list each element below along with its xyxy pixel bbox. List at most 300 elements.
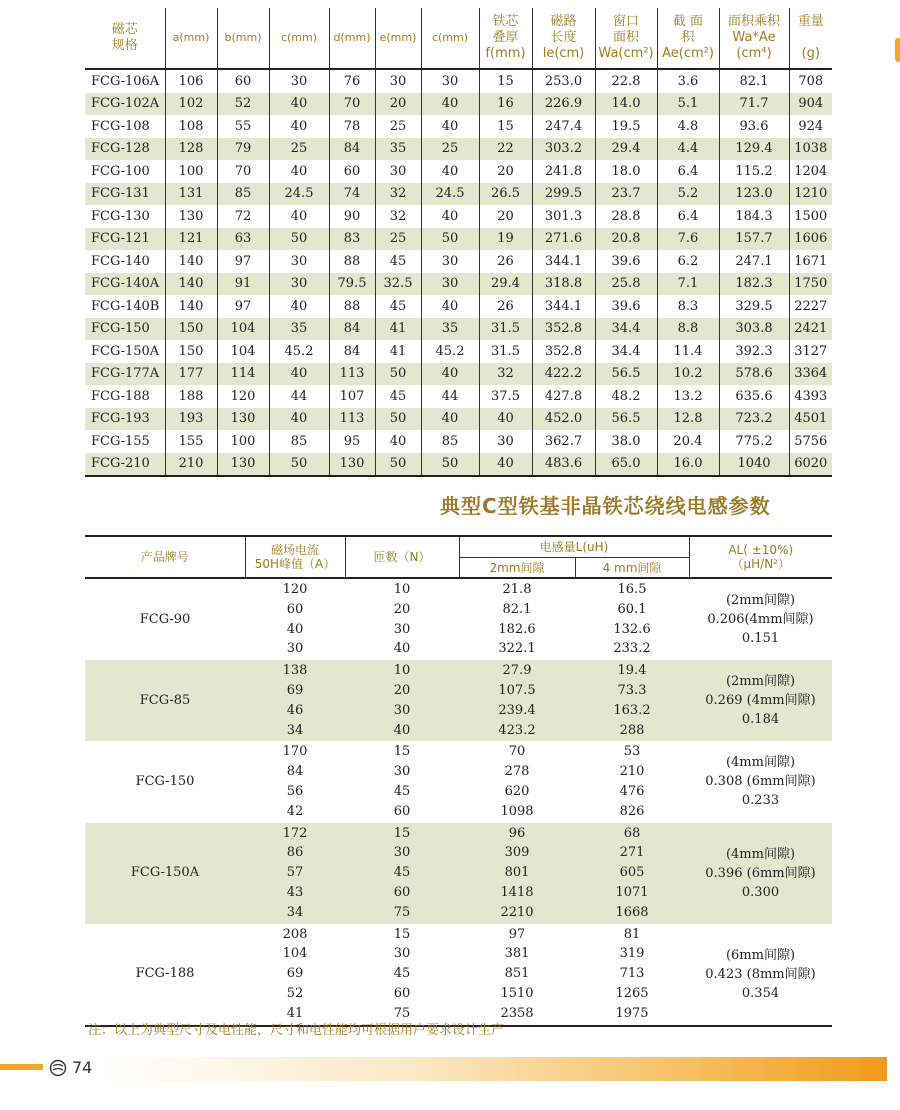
turns-value: 60 bbox=[393, 985, 411, 1001]
spec-value-cell: 48.2 bbox=[595, 385, 657, 408]
al-cell bbox=[689, 660, 832, 741]
current-value: 84 bbox=[286, 764, 304, 780]
spec-model-cell: FCG-130 bbox=[85, 205, 165, 228]
spec-value-cell: 104 bbox=[217, 340, 269, 363]
current-value: 40 bbox=[286, 621, 304, 637]
current-value: 138 bbox=[282, 663, 308, 679]
spec-value-cell: 88 bbox=[329, 295, 375, 318]
spec-value-cell: 362.7 bbox=[532, 430, 595, 453]
spec-value-cell: 30 bbox=[269, 273, 329, 296]
spec-value-cell: 578.6 bbox=[719, 363, 789, 386]
spec-value-cell: 299.5 bbox=[532, 183, 595, 206]
spec-value-cell: 18.0 bbox=[595, 160, 657, 183]
spec-model-cell: FCG-188 bbox=[85, 385, 165, 408]
side-tab bbox=[895, 38, 900, 62]
turns-value: 60 bbox=[393, 884, 411, 900]
spec-value-cell: 10.2 bbox=[657, 363, 719, 386]
table-row bbox=[85, 295, 832, 318]
spec-value-cell: 40 bbox=[269, 205, 329, 228]
turns-value: 30 bbox=[393, 845, 411, 861]
current-value: 170 bbox=[282, 744, 308, 760]
spec-value-cell: 40 bbox=[421, 115, 479, 138]
spec-header-line: 磁芯 bbox=[111, 22, 138, 37]
spec-value-cell: 708 bbox=[798, 73, 824, 89]
spec-value-cell: 45.2 bbox=[269, 340, 329, 363]
spec-value-cell: 23.7 bbox=[595, 183, 657, 206]
spec-value-cell: 50 bbox=[421, 228, 479, 251]
spec-value-cell: 45 bbox=[375, 295, 421, 318]
spec-header-line: c(mm) bbox=[431, 31, 469, 44]
turns-cell bbox=[345, 741, 459, 822]
spec-value-cell: 11.4 bbox=[657, 340, 719, 363]
model-cell: FCG-150 bbox=[135, 774, 195, 790]
al-line: 0.423 (8mm间隙) bbox=[705, 966, 816, 982]
spec-header-cell bbox=[421, 8, 479, 69]
current-cell bbox=[245, 578, 345, 660]
spec-model-cell: FCG-108 bbox=[85, 115, 165, 138]
spec-value-cell: 84 bbox=[329, 138, 375, 161]
spec-value-cell: 13.2 bbox=[657, 385, 719, 408]
current-value: 60 bbox=[286, 601, 304, 617]
spec-value-cell: 12.8 bbox=[657, 408, 719, 431]
spec-value-cell: 90 bbox=[329, 205, 375, 228]
spec-value-cell: 8.3 bbox=[657, 295, 719, 318]
brand-logo-icon bbox=[49, 1059, 67, 1077]
table-row bbox=[85, 93, 832, 116]
inductance-group-row bbox=[85, 578, 832, 660]
spec-header-cell bbox=[789, 8, 832, 69]
spec-value-cell: 39.6 bbox=[595, 295, 657, 318]
spec-value-cell: 31.5 bbox=[479, 318, 532, 341]
spec-value-cell: 25 bbox=[269, 138, 329, 161]
l2-value: 476 bbox=[619, 783, 645, 799]
spec-header-cell bbox=[657, 8, 719, 69]
l2-cell bbox=[575, 924, 689, 1026]
spec-header-line: (cm⁴) bbox=[736, 46, 772, 61]
spec-value-cell: 106 bbox=[165, 69, 217, 93]
spec-value-cell: 352.8 bbox=[532, 340, 595, 363]
spec-model-cell: FCG-155 bbox=[85, 430, 165, 453]
spec-value-cell: 1210 bbox=[794, 186, 828, 202]
spec-value-cell: 40 bbox=[479, 408, 532, 431]
col-model: 产品牌号 bbox=[85, 536, 245, 578]
spec-header-line: 重量 bbox=[797, 14, 824, 29]
l1-value: 322.1 bbox=[498, 641, 536, 657]
spec-value-cell: 392.3 bbox=[719, 340, 789, 363]
footer-bar-left bbox=[0, 1064, 43, 1070]
al-cell bbox=[689, 823, 832, 924]
current-value: 56 bbox=[286, 783, 304, 799]
l2-value: 826 bbox=[619, 803, 645, 819]
spec-value-cell: 35 bbox=[421, 318, 479, 341]
footer-gradient-bar bbox=[100, 1057, 887, 1081]
spec-value-cell: 121 bbox=[165, 228, 217, 251]
spec-value-cell: 6020 bbox=[794, 456, 828, 472]
spec-value-cell: 85 bbox=[269, 430, 329, 453]
spec-value-cell: 30 bbox=[421, 250, 479, 273]
inductance-group-row bbox=[85, 741, 832, 822]
spec-value-cell: 102 bbox=[165, 93, 217, 116]
spec-value-cell: 25.8 bbox=[595, 273, 657, 296]
spec-value-cell: 32.5 bbox=[375, 273, 421, 296]
spec-value-cell: 25 bbox=[421, 138, 479, 161]
l2-value: 1668 bbox=[615, 904, 649, 920]
table-row bbox=[85, 385, 832, 408]
core-spec-body bbox=[85, 69, 832, 476]
current-value: 30 bbox=[286, 641, 304, 657]
l1-value: 96 bbox=[508, 825, 526, 841]
spec-value-cell: 20.8 bbox=[595, 228, 657, 251]
spec-value-cell: 38.0 bbox=[595, 430, 657, 453]
inductance-body bbox=[85, 578, 832, 1026]
inductance-table bbox=[85, 535, 832, 1027]
spec-value-cell: 74 bbox=[329, 183, 375, 206]
turns-value: 20 bbox=[393, 601, 411, 617]
inductance-header bbox=[85, 536, 832, 578]
spec-header-line: 面积乘积 bbox=[727, 14, 780, 29]
spec-header-cell bbox=[329, 8, 375, 69]
l1-value: 239.4 bbox=[498, 702, 536, 718]
turns-cell bbox=[345, 924, 459, 1026]
spec-model-cell: FCG-102A bbox=[85, 93, 165, 116]
al-cell bbox=[689, 578, 832, 660]
spec-value-cell: 4393 bbox=[794, 388, 828, 404]
l2-value: 605 bbox=[619, 865, 645, 881]
spec-value-cell: 7.1 bbox=[657, 273, 719, 296]
table-row bbox=[85, 430, 832, 453]
l1-value: 2210 bbox=[500, 904, 534, 920]
l2-value: 271 bbox=[619, 845, 645, 861]
al-cell bbox=[689, 924, 832, 1026]
spec-value-cell: 140 bbox=[165, 295, 217, 318]
turns-value: 30 bbox=[393, 702, 411, 718]
model-cell: FCG-85 bbox=[139, 692, 191, 708]
spec-value-cell: 40 bbox=[421, 160, 479, 183]
spec-value-cell: 30 bbox=[269, 250, 329, 273]
al-line: (4mm间隙) bbox=[725, 846, 796, 862]
spec-value-cell: 56.5 bbox=[595, 363, 657, 386]
spec-value-cell: 182.3 bbox=[719, 273, 789, 296]
spec-value-cell: 6.4 bbox=[657, 205, 719, 228]
footnote: 注：以上为典型尺寸及电性能，尺寸和电性能均可根据用户要求设计生产 bbox=[88, 1023, 505, 1038]
spec-value-cell: 26.5 bbox=[479, 183, 532, 206]
spec-header-cell bbox=[217, 8, 269, 69]
turns-value: 75 bbox=[393, 904, 411, 920]
al-line: 0.269 (4mm间隙) bbox=[705, 693, 816, 709]
spec-value-cell: 14.0 bbox=[595, 93, 657, 116]
spec-value-cell: 301.3 bbox=[532, 205, 595, 228]
spec-value-cell: 71.7 bbox=[719, 93, 789, 116]
al-line: 0.151 bbox=[741, 631, 780, 647]
spec-model-cell: FCG-150 bbox=[85, 318, 165, 341]
spec-value-cell: 60 bbox=[217, 69, 269, 93]
spec-value-cell: 20 bbox=[479, 205, 532, 228]
spec-value-cell: 5.2 bbox=[657, 183, 719, 206]
table-row bbox=[85, 183, 832, 206]
current-value: 57 bbox=[286, 865, 304, 881]
spec-value-cell: 8.8 bbox=[657, 318, 719, 341]
spec-value-cell: 3364 bbox=[794, 366, 828, 382]
spec-header-line: le(cm) bbox=[542, 46, 585, 61]
spec-value-cell: 37.5 bbox=[479, 385, 532, 408]
spec-value-cell: 32 bbox=[479, 363, 532, 386]
spec-value-cell: 150 bbox=[165, 318, 217, 341]
spec-value-cell: 483.6 bbox=[532, 453, 595, 477]
l2-value: 163.2 bbox=[613, 702, 651, 718]
core-spec-table bbox=[85, 8, 832, 477]
spec-value-cell: 19.5 bbox=[595, 115, 657, 138]
spec-value-cell: 85 bbox=[421, 430, 479, 453]
spec-header-line: 截 面 bbox=[672, 14, 704, 29]
current-value: 42 bbox=[286, 803, 304, 819]
spec-value-cell: 34.4 bbox=[595, 318, 657, 341]
al-line: (4mm间隙) bbox=[725, 755, 796, 771]
spec-value-cell: 78 bbox=[329, 115, 375, 138]
turns-value: 15 bbox=[393, 825, 411, 841]
spec-header-line: a(mm) bbox=[172, 31, 210, 44]
spec-value-cell: 22.8 bbox=[595, 69, 657, 93]
page-number: 74 bbox=[72, 1058, 93, 1077]
l1-value: 182.6 bbox=[498, 621, 536, 637]
spec-value-cell: 2421 bbox=[794, 321, 828, 337]
turns-value: 10 bbox=[393, 582, 411, 597]
spec-value-cell: 113 bbox=[329, 408, 375, 431]
spec-value-cell: 177 bbox=[165, 363, 217, 386]
l2-value: 713 bbox=[619, 966, 645, 982]
spec-value-cell: 25 bbox=[375, 115, 421, 138]
current-value: 41 bbox=[286, 1005, 304, 1021]
spec-value-cell: 95 bbox=[329, 430, 375, 453]
spec-model-cell: FCG-193 bbox=[85, 408, 165, 431]
spec-value-cell: 25 bbox=[375, 228, 421, 251]
spec-value-cell: 4.4 bbox=[657, 138, 719, 161]
spec-value-cell: 193 bbox=[165, 408, 217, 431]
spec-value-cell: 130 bbox=[217, 408, 269, 431]
turns-cell bbox=[345, 823, 459, 924]
spec-header-cell bbox=[269, 8, 329, 69]
spec-value-cell: 31.5 bbox=[479, 340, 532, 363]
table-row bbox=[85, 228, 832, 251]
col-inductance: 电感量L(uH) bbox=[459, 536, 689, 558]
spec-value-cell: 26 bbox=[479, 295, 532, 318]
l2-value: 53 bbox=[623, 744, 641, 760]
spec-value-cell: 104 bbox=[217, 318, 269, 341]
spec-value-cell: 79 bbox=[217, 138, 269, 161]
turns-cell bbox=[345, 578, 459, 660]
spec-value-cell: 52 bbox=[217, 93, 269, 116]
model-cell: FCG-150A bbox=[130, 865, 200, 881]
spec-value-cell: 344.1 bbox=[532, 295, 595, 318]
spec-header-cell bbox=[165, 8, 217, 69]
spec-header-cell bbox=[595, 8, 657, 69]
turns-cell bbox=[345, 660, 459, 741]
current-value: 43 bbox=[286, 884, 304, 900]
current-cell bbox=[245, 823, 345, 924]
l2-value: 132.6 bbox=[613, 621, 651, 637]
spec-value-cell: 129.4 bbox=[719, 138, 789, 161]
spec-value-cell: 775.2 bbox=[719, 430, 789, 453]
spec-value-cell: 452.0 bbox=[532, 408, 595, 431]
spec-value-cell: 30 bbox=[421, 69, 479, 93]
turns-value: 10 bbox=[393, 663, 411, 679]
spec-value-cell: 97 bbox=[217, 295, 269, 318]
spec-value-cell: 247.4 bbox=[532, 115, 595, 138]
spec-value-cell: 115.2 bbox=[719, 160, 789, 183]
section-title: 典型C型铁基非晶铁芯绕线电感参数 bbox=[440, 494, 771, 518]
spec-value-cell: 88 bbox=[329, 250, 375, 273]
spec-header-line: c(mm) bbox=[280, 31, 318, 44]
spec-value-cell: 7.6 bbox=[657, 228, 719, 251]
table-row bbox=[85, 363, 832, 386]
spec-value-cell: 318.8 bbox=[532, 273, 595, 296]
spec-value-cell: 5.1 bbox=[657, 93, 719, 116]
col-gap-2mm: 2mm间隙 bbox=[459, 558, 575, 579]
spec-model-cell: FCG-210 bbox=[85, 453, 165, 477]
spec-value-cell: 904 bbox=[798, 96, 824, 112]
spec-value-cell: 150 bbox=[165, 340, 217, 363]
spec-value-cell: 20 bbox=[375, 93, 421, 116]
spec-value-cell: 28.8 bbox=[595, 205, 657, 228]
spec-value-cell: 4.8 bbox=[657, 115, 719, 138]
l2-value: 73.3 bbox=[617, 682, 647, 698]
spec-value-cell: 303.2 bbox=[532, 138, 595, 161]
spec-value-cell: 6.4 bbox=[657, 160, 719, 183]
spec-value-cell: 120 bbox=[217, 385, 269, 408]
spec-header-line: 长度 bbox=[550, 30, 577, 45]
spec-value-cell: 60 bbox=[329, 160, 375, 183]
current-value: 52 bbox=[286, 985, 304, 1001]
spec-value-cell: 1038 bbox=[794, 141, 828, 157]
spec-value-cell: 29.4 bbox=[479, 273, 532, 296]
turns-value: 30 bbox=[393, 621, 411, 637]
spec-value-cell: 123.0 bbox=[719, 183, 789, 206]
l2-cell bbox=[575, 741, 689, 822]
spec-value-cell: 45 bbox=[375, 250, 421, 273]
table-row bbox=[85, 115, 832, 138]
spec-value-cell: 40 bbox=[269, 160, 329, 183]
spec-value-cell: 40 bbox=[479, 453, 532, 477]
l2-value: 210 bbox=[619, 764, 645, 780]
spec-value-cell: 44 bbox=[269, 385, 329, 408]
spec-value-cell: 1040 bbox=[719, 453, 789, 477]
spec-value-cell: 188 bbox=[165, 385, 217, 408]
spec-value-cell: 30 bbox=[479, 430, 532, 453]
current-value: 46 bbox=[286, 702, 304, 718]
spec-value-cell: 303.8 bbox=[719, 318, 789, 341]
l1-value: 97 bbox=[508, 926, 526, 942]
l2-value: 19.4 bbox=[617, 663, 647, 679]
spec-value-cell: 15 bbox=[479, 69, 532, 93]
l2-value: 319 bbox=[619, 946, 645, 962]
spec-value-cell: 56.5 bbox=[595, 408, 657, 431]
spec-value-cell: 723.2 bbox=[719, 408, 789, 431]
spec-value-cell: 22 bbox=[479, 138, 532, 161]
current-value: 86 bbox=[286, 845, 304, 861]
turns-value: 40 bbox=[393, 641, 411, 657]
spec-header-line: 积 bbox=[681, 30, 695, 45]
spec-value-cell: 155 bbox=[165, 430, 217, 453]
spec-value-cell: 271.6 bbox=[532, 228, 595, 251]
spec-value-cell: 422.2 bbox=[532, 363, 595, 386]
l1-value: 423.2 bbox=[498, 722, 536, 738]
spec-header-line: e(mm) bbox=[379, 31, 417, 44]
turns-value: 15 bbox=[393, 926, 411, 942]
spec-value-cell: 1204 bbox=[794, 163, 828, 179]
spec-header-cell bbox=[532, 8, 595, 69]
spec-value-cell: 113 bbox=[329, 363, 375, 386]
spec-value-cell: 40 bbox=[421, 93, 479, 116]
al-line: 0.206(4mm间隙) bbox=[707, 612, 814, 628]
spec-value-cell: 72 bbox=[217, 205, 269, 228]
current-value: 208 bbox=[282, 926, 308, 942]
spec-value-cell: 97 bbox=[217, 250, 269, 273]
spec-value-cell: 210 bbox=[165, 453, 217, 477]
spec-value-cell: 140 bbox=[165, 250, 217, 273]
spec-value-cell: 130 bbox=[329, 453, 375, 477]
l1-value: 27.9 bbox=[502, 663, 532, 679]
spec-header-cell bbox=[85, 8, 165, 69]
spec-value-cell: 30 bbox=[421, 273, 479, 296]
current-cell bbox=[245, 741, 345, 822]
l1-value: 1510 bbox=[500, 985, 534, 1001]
spec-value-cell: 16.0 bbox=[657, 453, 719, 477]
spec-value-cell: 24.5 bbox=[421, 183, 479, 206]
spec-value-cell: 3127 bbox=[794, 343, 828, 359]
spec-value-cell: 40 bbox=[421, 408, 479, 431]
spec-value-cell: 184.3 bbox=[719, 205, 789, 228]
spec-value-cell: 55 bbox=[217, 115, 269, 138]
turns-value: 45 bbox=[393, 783, 411, 799]
spec-header-line: d(mm) bbox=[333, 31, 371, 44]
spec-value-cell: 130 bbox=[217, 453, 269, 477]
spec-value-cell: 30 bbox=[269, 69, 329, 93]
table-row bbox=[85, 408, 832, 431]
current-value: 69 bbox=[286, 682, 304, 698]
spec-value-cell: 91 bbox=[217, 273, 269, 296]
spec-value-cell: 114 bbox=[217, 363, 269, 386]
spec-value-cell: 40 bbox=[421, 295, 479, 318]
spec-value-cell: 329.5 bbox=[719, 295, 789, 318]
spec-header-line: (g) bbox=[801, 46, 820, 61]
al-cell bbox=[689, 741, 832, 822]
spec-value-cell: 16 bbox=[479, 93, 532, 116]
col-turns: 匝数（N） bbox=[345, 536, 459, 578]
spec-value-cell: 41 bbox=[375, 318, 421, 341]
spec-value-cell: 247.1 bbox=[719, 250, 789, 273]
spec-value-cell: 84 bbox=[329, 318, 375, 341]
current-cell bbox=[245, 924, 345, 1026]
al-line: (6mm间隙) bbox=[725, 947, 796, 963]
spec-model-cell: FCG-131 bbox=[85, 183, 165, 206]
spec-value-cell: 83 bbox=[329, 228, 375, 251]
spec-value-cell: 427.8 bbox=[532, 385, 595, 408]
spec-model-cell: FCG-140B bbox=[85, 295, 165, 318]
al-line: 0.184 bbox=[741, 712, 780, 728]
al-line: 0.300 bbox=[741, 884, 780, 900]
spec-value-cell: 4501 bbox=[794, 411, 828, 427]
col-current: 磁场电流 50H峰值（A） bbox=[245, 536, 345, 578]
spec-value-cell: 2227 bbox=[794, 298, 828, 314]
spec-value-cell: 40 bbox=[269, 408, 329, 431]
spec-value-cell: 50 bbox=[375, 453, 421, 477]
spec-value-cell: 50 bbox=[375, 408, 421, 431]
spec-value-cell: 15 bbox=[479, 115, 532, 138]
l1-cell bbox=[459, 660, 575, 741]
spec-value-cell: 344.1 bbox=[532, 250, 595, 273]
spec-value-cell: 1750 bbox=[794, 276, 828, 292]
spec-value-cell: 40 bbox=[421, 363, 479, 386]
spec-model-cell: FCG-121 bbox=[85, 228, 165, 251]
